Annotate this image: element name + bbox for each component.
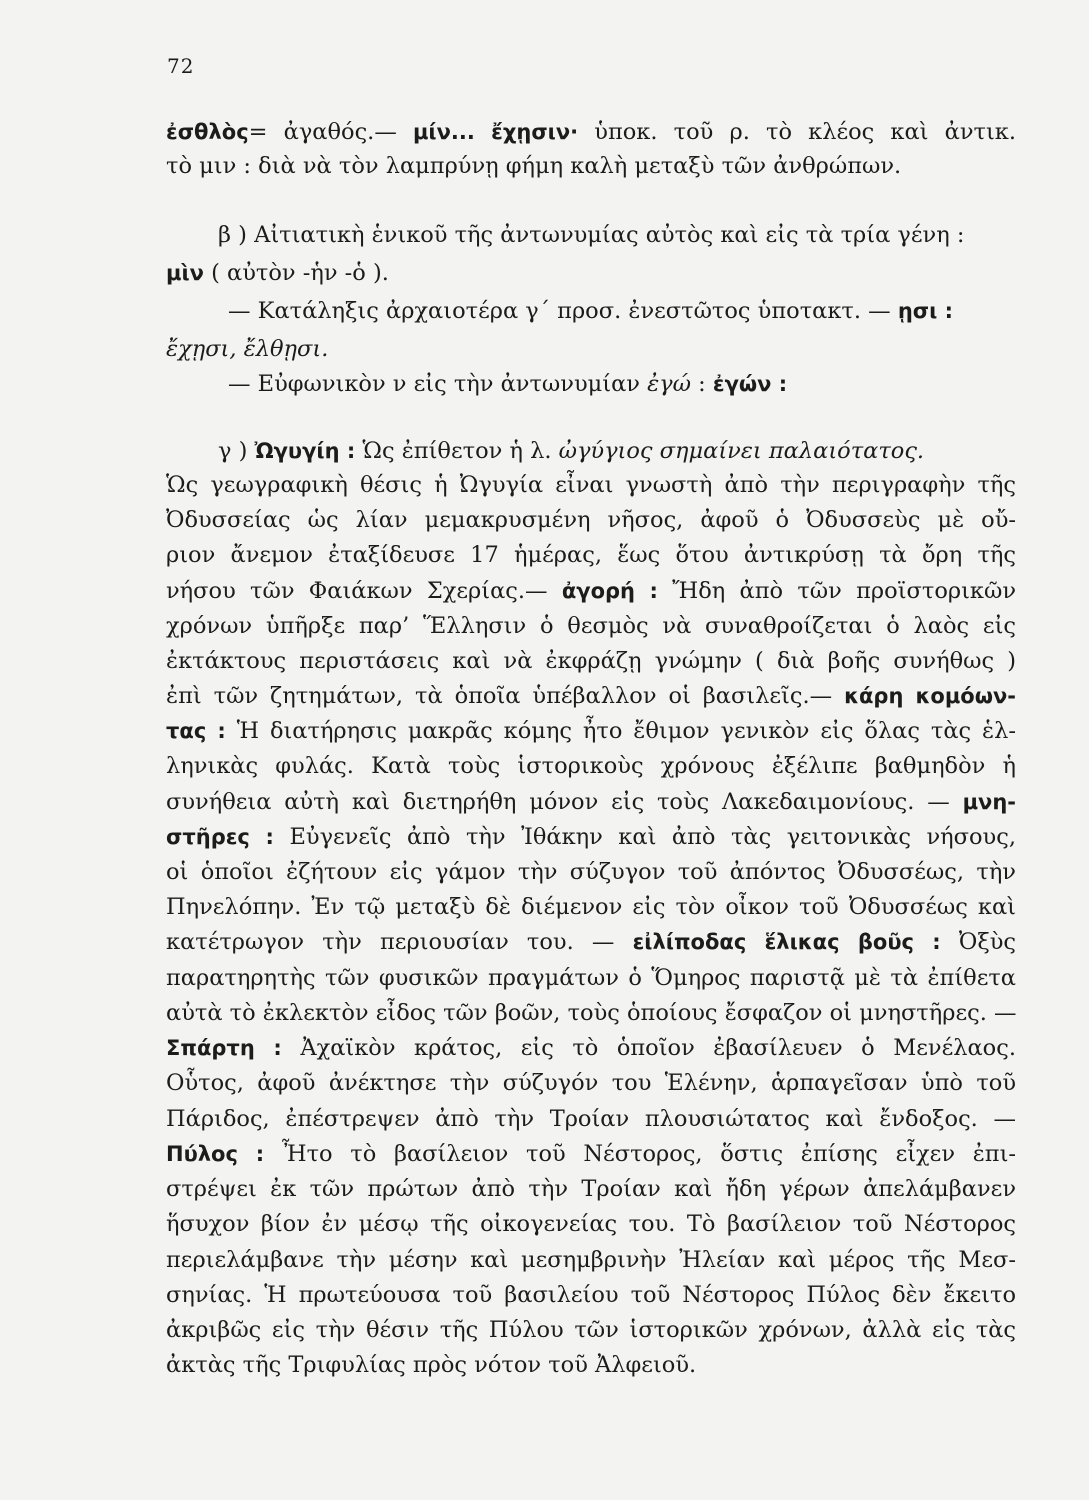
text-line: συνήθεια αὐτὴ καὶ διετηρήθη μόνον εἰς τοὺς Λακεδαιμονίους. — μνη- bbox=[166, 789, 1016, 815]
term-heading: κάρη κομόων- bbox=[844, 684, 1016, 708]
term-heading: ῃσι : bbox=[897, 299, 954, 323]
term-heading: Πύλος : bbox=[166, 1142, 265, 1166]
text-line: Πύλος : Ἦτο τὸ βασίλειον τοῦ Νέστορος, ὅστις ἐπίσης εἶχεν ἐπι- bbox=[166, 1141, 1016, 1167]
text-line: τας : Ἡ διατήρησις μακρᾶς κόμης ἦτο ἔθιμον γενικὸν εἰς ὅλας τὰς ἑλ- bbox=[166, 718, 1016, 744]
text-line: αὐτὰ τὸ ἐκλεκτὸν εἶδος τῶν βοῶν, τοὺς ὁποίους ἔσφαζον οἱ μνηστῆρες. — bbox=[166, 1000, 1017, 1026]
term-heading: στῆρες : bbox=[166, 825, 274, 849]
text-line: ληνικὰς φυλάς. Κατὰ τοὺς ἱστορικοὺς χρόνους ἐξέλιπε βαθμηδὸν ἡ bbox=[166, 753, 1016, 779]
text-line: στῆρες : Εὐγενεῖς ἀπὸ τὴν Ἰθάκην καὶ ἀπὸ τὰς γειτονικὰς νήσους, bbox=[166, 824, 1016, 850]
text-line: νήσου τῶν Φαιάκων Σχερίας.— ἀγορή : Ἤδη ἀπὸ τῶν προϊστορικῶν bbox=[166, 578, 1017, 604]
text-line: γ ) Ὠγυγίη : Ὡς ἐπίθετον ἡ λ. ὠγύγιος σημαίνει παλαιότατος. bbox=[218, 438, 925, 464]
text-line: Πηνελόπην. Ἐν τῷ μεταξὺ δὲ διέμενον εἰς τὸν οἶκον τοῦ Ὀδυσσέως καὶ bbox=[166, 894, 1016, 920]
term-heading: ἐγών : bbox=[712, 372, 788, 396]
term-heading: Ὠγυγίη : bbox=[254, 439, 356, 463]
text-line: στρέψει ἐκ τῶν πρώτων ἀπὸ τὴν Τροίαν καὶ ἤδη γέρων ἀπελάμβανεν bbox=[166, 1176, 1016, 1202]
text-line: — Κατάληξις ἀρχαιοτέρα γ΄ προσ. ἐνεστῶτος ὑποτακτ. — ῃσι : bbox=[228, 298, 954, 324]
term-heading: τας : bbox=[166, 719, 226, 743]
text-line: τὸ μιν : διὰ νὰ τὸν λαμπρύνῃ φήμη καλὴ μεταξὺ τῶν ἀνθρώπων. bbox=[166, 153, 902, 179]
text-line: χρόνων ὑπῆρξε παρ’ Ἕλλησιν ὁ θεσμὸς νὰ συναθροίζεται ὁ λαὸς εἰς bbox=[166, 613, 1016, 639]
text-line: περιελάμβανε τὴν μέσην καὶ μεσημβρινὴν Ἠλείαν καὶ μέρος τῆς Μεσ- bbox=[166, 1247, 1016, 1273]
text-line: Ὀδυσσείας ὡς λίαν μεμακρυσμένη νῆσος, ἀφοῦ ὁ Ὀδυσσεὺς μὲ οὔ- bbox=[166, 507, 1016, 533]
term-heading: εἰλίποδας ἕλικας βοῦς : bbox=[632, 930, 941, 954]
text-line: ἀκτὰς τῆς Τριφυλίας πρὸς νότον τοῦ Ἀλφειοῦ. bbox=[166, 1352, 697, 1378]
text-line: Οὗτος, ἀφοῦ ἀνέκτησε τὴν σύζυγόν του Ἑλένην, ἁρπαγεῖσαν ὑπὸ τοῦ bbox=[166, 1070, 1016, 1096]
text-line: ἥσυχον βίον ἐν μέσῳ τῆς οἰκογενείας του. Τὸ βασίλειον τοῦ Νέστορος bbox=[166, 1211, 1016, 1237]
text-line: — Εὐφωνικὸν ν εἰς τὴν ἀντωνυμίαν ἐγώ : ἐγών : bbox=[228, 371, 788, 397]
page-number: 72 bbox=[167, 54, 195, 78]
text-line: ἐσθλὸς= ἀγαθός.— μίν... ἔχῃσιν· ὑποκ. τοῦ ρ. τὸ κλέος καὶ ἀντικ. bbox=[166, 119, 1016, 145]
text-line: παρατηρητὴς τῶν φυσικῶν πραγμάτων ὁ Ὅμηρος παριστᾷ μὲ τὰ ἐπίθετα bbox=[166, 965, 1016, 991]
term-heading: ἀγορή : bbox=[561, 579, 658, 603]
text-line: ἐκτάκτους περιστάσεις καὶ νὰ ἐκφράζῃ γνώμην ( διὰ βοῆς συνήθως ) bbox=[166, 648, 1016, 674]
text-line: ἔχῃσι, ἔλθῃσι. bbox=[166, 336, 329, 362]
term-heading: μὶν bbox=[166, 261, 204, 285]
text-line: ριον ἄνεμον ἐταξίδευσε 17 ἡμέρας, ἕως ὅτου ἀντικρύσῃ τὰ ὄρη τῆς bbox=[166, 542, 1016, 568]
text-line: Ὡς γεωγραφικὴ θέσις ἡ Ὠγυγία εἶναι γνωστὴ ἀπὸ τὴν περιγραφὴν τῆς bbox=[166, 472, 1016, 498]
text-line: μὶν ( αὐτὸν -ἡν -ὁ ). bbox=[166, 260, 389, 286]
text-line: ἐπὶ τῶν ζητημάτων, τὰ ὁποῖα ὑπέβαλλον οἱ βασιλεῖς.— κάρη κομόων- bbox=[166, 683, 1016, 709]
text-line: β ) Αἰτιατικὴ ἑνικοῦ τῆς ἀντωνυμίας αὐτὸς καὶ εἰς τὰ τρία γένη : bbox=[218, 222, 965, 248]
term-heading: ἐσθλὸς bbox=[166, 120, 249, 144]
term-heading: μίν... ἔχῃσιν· bbox=[412, 120, 579, 144]
text-line: σηνίας. Ἡ πρωτεύουσα τοῦ βασιλείου τοῦ Νέστορος Πύλος δὲν ἔκειτο bbox=[166, 1282, 1016, 1308]
text-line: Πάριδος, ἐπέστρεψεν ἀπὸ τὴν Τροίαν πλουσιώτατος καὶ ἔνδοξος. — bbox=[166, 1106, 1016, 1132]
text-line: οἱ ὁποῖοι ἐζήτουν εἰς γάμον τὴν σύζυγον τοῦ ἀπόντος Ὀδυσσέως, τὴν bbox=[166, 859, 1016, 885]
text-line: κατέτρωγον τὴν περιουσίαν του. — εἰλίποδας ἕλικας βοῦς : Ὀξὺς bbox=[166, 929, 1016, 955]
text-line: Σπάρτη : Ἀχαϊκὸν κράτος, εἰς τὸ ὁποῖον ἐβασίλευεν ὁ Μενέλαος. bbox=[166, 1035, 1016, 1061]
text-line: ἀκριβῶς εἰς τὴν θέσιν τῆς Πύλου τῶν ἱστορικῶν χρόνων, ἀλλὰ εἰς τὰς bbox=[166, 1317, 1016, 1343]
term-heading: Σπάρτη : bbox=[166, 1036, 282, 1060]
term-heading: μνη- bbox=[962, 790, 1016, 814]
